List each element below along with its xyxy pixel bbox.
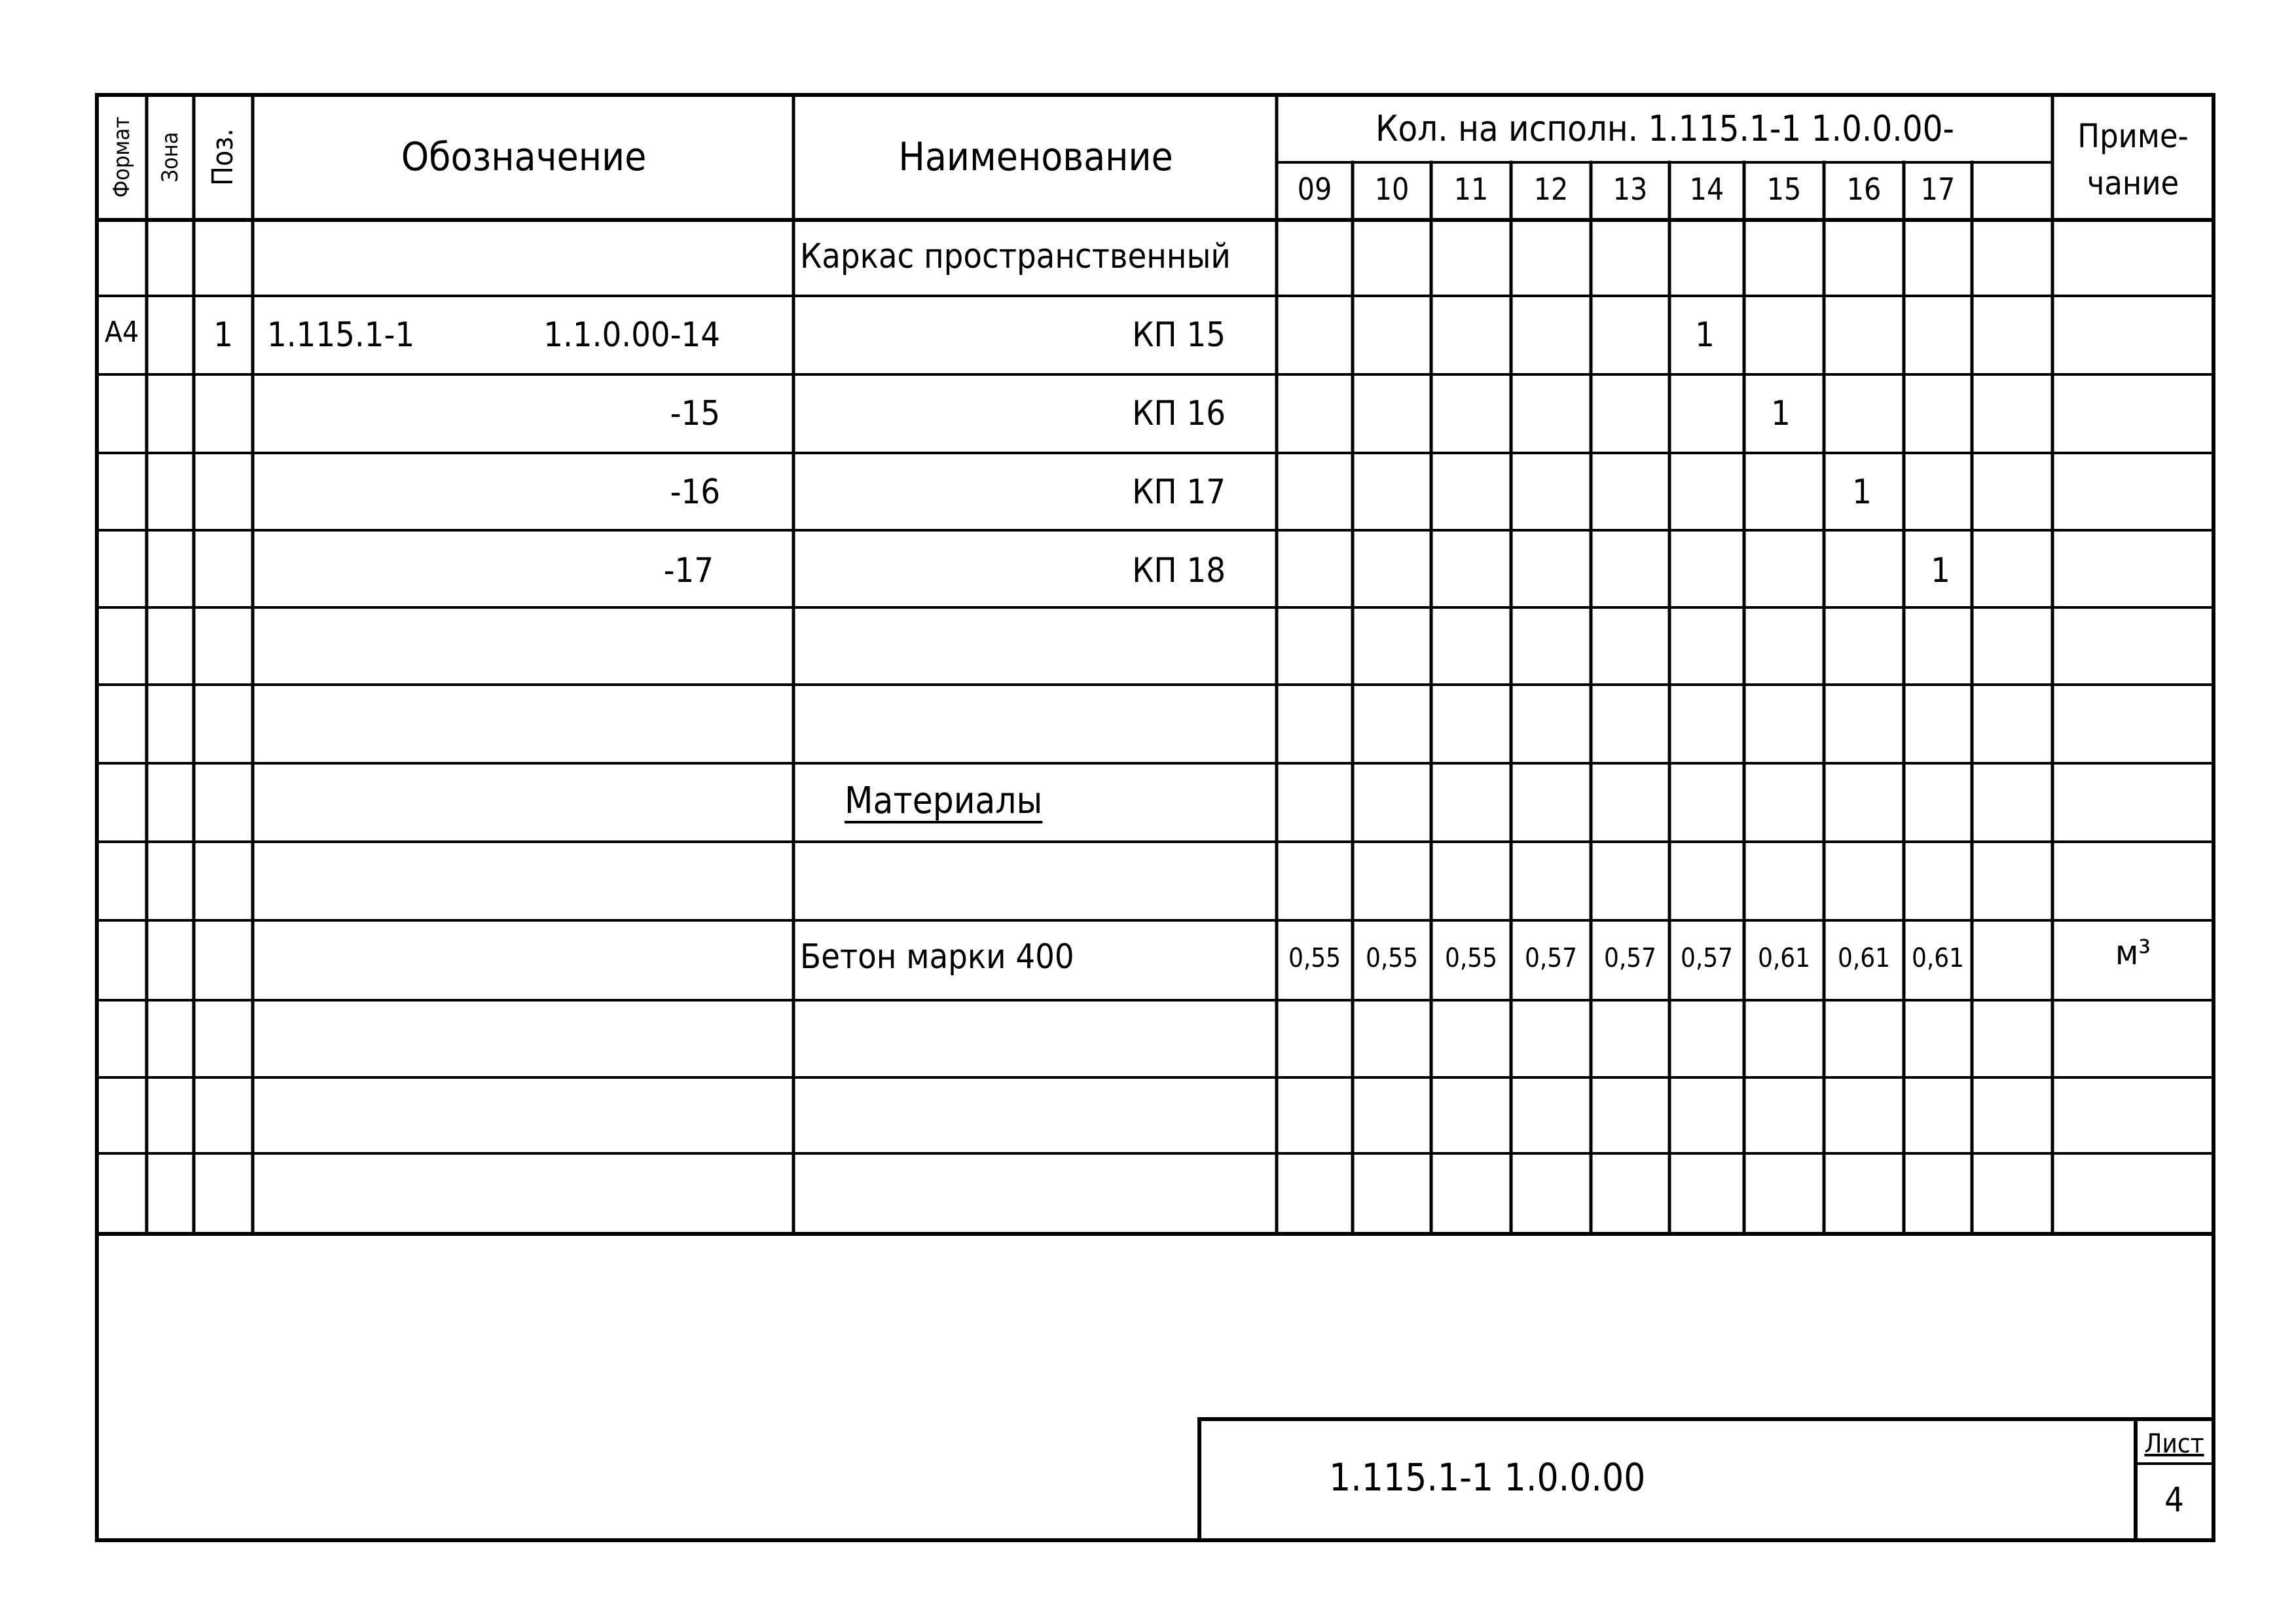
- header-designation: Обозначение: [401, 134, 647, 180]
- section-title-materials: Материалы: [845, 780, 1043, 822]
- row-name: КП 17: [1132, 473, 1226, 512]
- row-qty: 0,57: [1524, 943, 1578, 973]
- qty-col-header: 16: [1846, 171, 1882, 207]
- row-format: А4: [104, 316, 139, 349]
- row-name: КП 18: [1132, 551, 1226, 590]
- qty-col-header: 12: [1533, 171, 1569, 207]
- sheet-number: 4: [2164, 1481, 2184, 1520]
- qty-col-header: 09: [1297, 171, 1332, 207]
- row-qty: 0,55: [1444, 943, 1498, 973]
- qty-col-header: 13: [1613, 171, 1648, 207]
- row-qty: 0,57: [1603, 943, 1657, 973]
- row-qty: 1: [1852, 473, 1872, 512]
- header-note-line1: Приме-: [2077, 117, 2189, 155]
- row-qty: 0,61: [1911, 943, 1965, 973]
- row-qty: 0,55: [1365, 943, 1419, 973]
- sheet-label: Лист: [2144, 1429, 2204, 1459]
- row-name: Бетон марки 400: [800, 937, 1074, 977]
- row-name: КП 16: [1132, 394, 1226, 433]
- qty-col-header: 15: [1766, 171, 1802, 207]
- row-designation-left: 1.115.1-1: [267, 316, 415, 355]
- header-format: Формат: [109, 116, 135, 198]
- header-name: Наименование: [898, 134, 1173, 180]
- row-designation-right: -17: [663, 551, 714, 590]
- row-designation-right: -16: [670, 473, 720, 512]
- qty-col-header: 10: [1374, 171, 1410, 207]
- row-designation-right: -15: [670, 394, 720, 433]
- row-qty: 1: [1771, 394, 1791, 433]
- row-qty: 1: [1695, 316, 1715, 355]
- row-qty: 0,57: [1680, 943, 1734, 973]
- row-name: КП 15: [1132, 316, 1226, 355]
- header-note-line2: чание: [2086, 164, 2179, 202]
- row-qty: 0,61: [1757, 943, 1811, 973]
- row-note-unit: м³: [2115, 933, 2151, 973]
- qty-col-header: 11: [1453, 171, 1489, 207]
- row-position: 1: [213, 316, 233, 355]
- header-zone: Зона: [157, 132, 183, 183]
- document-code: 1.115.1-1 1.0.0.00: [1329, 1455, 1646, 1500]
- qty-col-header: 17: [1920, 171, 1956, 207]
- header-position: Поз.: [206, 128, 240, 186]
- header-quantity-title: Кол. на исполн. 1.115.1-1 1.0.0.00-: [1375, 108, 1955, 149]
- row-qty: 1: [1931, 551, 1950, 590]
- row-designation-right: 1.1.0.00-14: [543, 316, 720, 355]
- row-qty: 0,61: [1837, 943, 1891, 973]
- qty-col-header: 14: [1689, 171, 1724, 207]
- row-qty: 0,55: [1288, 943, 1341, 973]
- row-name: Каркас пространственный: [800, 237, 1231, 276]
